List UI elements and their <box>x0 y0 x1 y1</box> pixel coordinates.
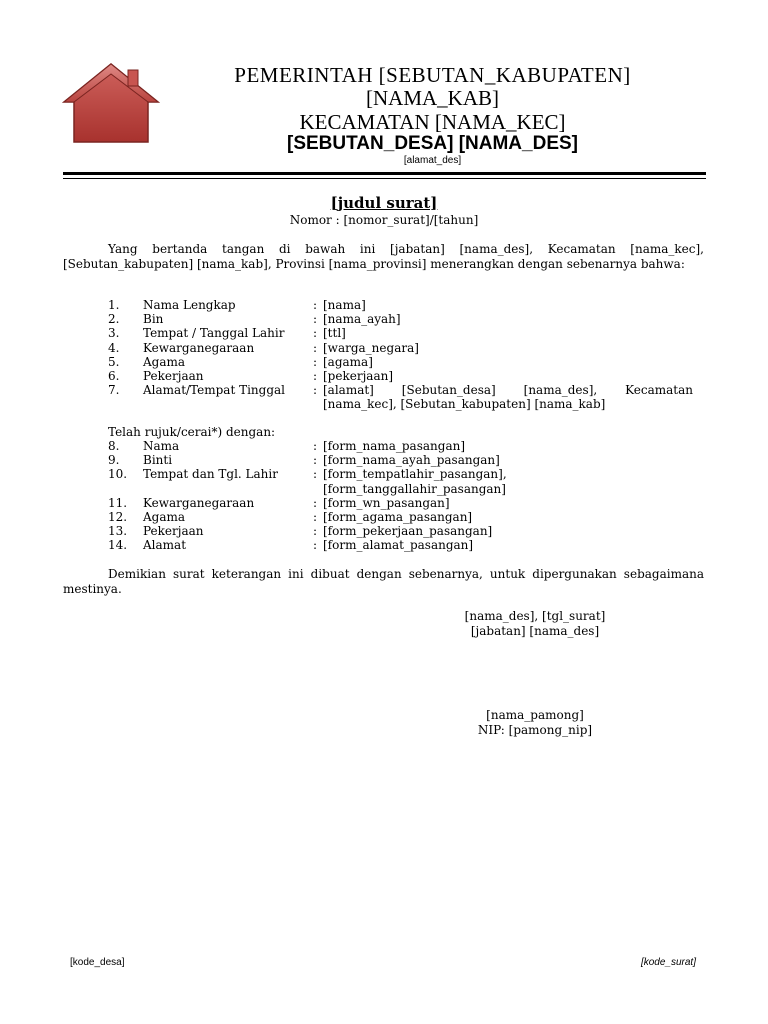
header-rule-thick <box>63 172 706 175</box>
item-number: 9. <box>108 453 120 468</box>
item-number: 11. <box>108 495 128 510</box>
item-colon: : <box>313 326 318 341</box>
item-value: [nama_ayah] <box>323 312 401 327</box>
footer-letter-code: [kode_surat] <box>640 957 696 968</box>
header-village: [SEBUTAN_DESA] [NAMA_DES] <box>287 133 578 154</box>
item-value: [pekerjaan] <box>323 369 394 383</box>
footer-village-code: [kode_desa] <box>70 957 125 968</box>
item-value: [form_pekerjaan_pasangan] <box>323 524 493 539</box>
item-colon: : <box>313 340 318 355</box>
item-number: 5. <box>108 354 120 369</box>
item-label: Pekerjaan <box>143 369 204 383</box>
item-label: Alamat/Tempat Tinggal <box>143 383 286 398</box>
item-label: Alamat <box>143 538 187 553</box>
header-regency: [NAMA_KAB] <box>366 86 499 110</box>
item-number: 13. <box>108 524 128 539</box>
item-number: 8. <box>108 439 120 453</box>
item-number: 3. <box>108 326 120 341</box>
letter-number: Nomor : [nomor_surat]/[tahun] <box>289 213 479 227</box>
item-colon: : <box>313 298 318 312</box>
header-government: PEMERINTAH [SEBUTAN_KABUPATEN] <box>234 63 631 87</box>
item-value: [form_agama_pasangan] <box>323 510 473 524</box>
item-value: [form_wn_pasangan] <box>323 495 450 510</box>
item-label: Kewarganegaraan <box>143 495 255 510</box>
item-number: 2. <box>108 312 120 327</box>
item-value: [form_alamat_pasangan] <box>323 538 474 553</box>
item-number: 10. <box>108 467 128 482</box>
item-number: 1. <box>108 298 120 312</box>
header-address: [alamat_des] <box>403 155 462 166</box>
item-colon: : <box>313 439 318 453</box>
item-number: 7. <box>108 383 120 398</box>
item-value: [nama] <box>323 298 366 312</box>
item-label: Kewarganegaraan <box>143 340 255 355</box>
signature-position: [jabatan] [nama_des] <box>470 624 600 638</box>
item-colon: : <box>313 312 318 327</box>
item-colon: : <box>313 467 318 482</box>
item-label: Agama <box>143 510 186 524</box>
item-value-continued: [nama_kec], [Sebutan_kabupaten] [nama_kab] <box>323 397 606 412</box>
signature-name: [nama_pamong] <box>486 708 584 722</box>
item-label: Binti <box>143 453 173 468</box>
item-number: 6. <box>108 369 120 383</box>
item-colon: : <box>313 453 318 468</box>
item-value: [form_nama_pasangan] <box>323 439 466 453</box>
item-label: Bin <box>143 312 164 327</box>
spouse-heading: Telah rujuk/cerai*) dengan: <box>108 425 276 439</box>
header-rule-thin <box>63 178 706 179</box>
closing-paragraph: Demikian surat keterangan ini dibuat dengan sebenarnya, untuk dipergunakan sebagaimana mestinya. <box>63 567 704 596</box>
header-district: KECAMATAN [NAMA_KEC] <box>299 110 566 134</box>
item-label: Nama <box>143 439 180 453</box>
item-value-continued: [form_tanggallahir_pasangan] <box>323 481 506 496</box>
item-colon: : <box>313 354 318 369</box>
item-number: 14. <box>108 538 128 553</box>
item-value: [agama] <box>323 354 373 369</box>
item-colon: : <box>313 383 318 398</box>
item-label: Nama Lengkap <box>143 298 236 312</box>
house-icon <box>62 62 160 144</box>
intro-paragraph: Yang bertanda tangan di bawah ini [jabatan] [nama_des], Kecamatan [nama_kec], [Sebutan_kabupaten] [nama_kab], Provinsi [nama_provinsi] menerangkan dengan sebenarnya bahwa: <box>63 242 704 271</box>
item-colon: : <box>313 524 318 539</box>
item-number: 12. <box>108 510 128 524</box>
item-number: 4. <box>108 340 120 355</box>
item-value: [warga_negara] <box>323 340 419 355</box>
item-label: Agama <box>143 354 186 369</box>
item-value: [form_tempatlahir_pasangan], <box>323 467 507 482</box>
item-label: Tempat / Tanggal Lahir <box>143 326 285 341</box>
item-colon: : <box>313 369 318 383</box>
item-label: Pekerjaan <box>143 524 204 539</box>
signature-place-date: [nama_des], [tgl_surat] <box>464 609 606 623</box>
item-value: [form_nama_ayah_pasangan] <box>323 453 500 468</box>
item-label: Tempat dan Tgl. Lahir <box>143 467 278 482</box>
signature-nip: NIP: [pamong_nip] <box>477 723 593 737</box>
item-colon: : <box>313 538 318 553</box>
item-colon: : <box>313 495 318 510</box>
item-value: [ttl] <box>323 326 346 341</box>
item-value: [alamat] [Sebutan_desa] [nama_des], Kecamatan <box>323 383 693 398</box>
item-colon: : <box>313 510 318 524</box>
letter-title: [judul surat] <box>330 194 438 212</box>
